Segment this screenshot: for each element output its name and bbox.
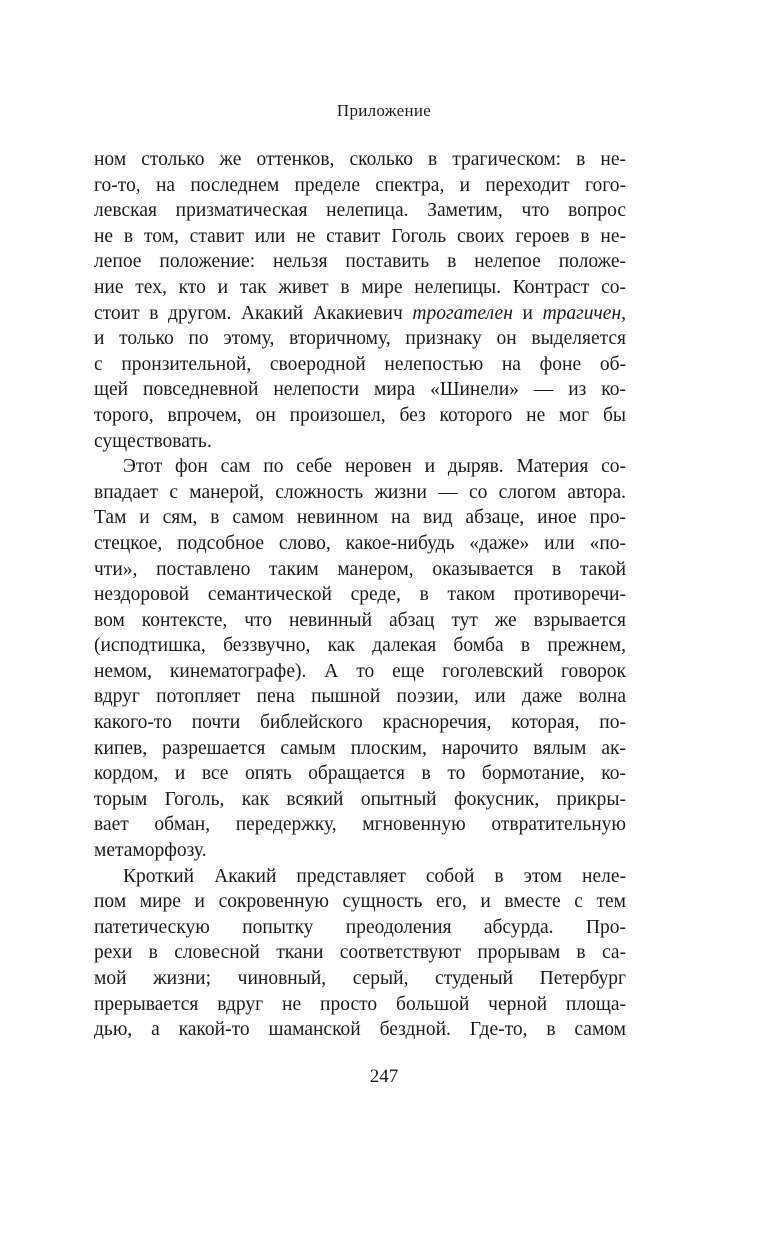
text-run: , (621, 302, 627, 324)
paragraph-2 (94, 454, 626, 864)
text-line: (исподтишка, беззвучно, как далекая бомба в прежнем, (94, 635, 626, 657)
text-line: кипев, разрешается самым плоским, нарочито вялым ак- (94, 737, 626, 759)
text-line: чти», поставлено таким манером, оказывается в такой (94, 558, 626, 580)
text-line: метаморфозу. (94, 840, 207, 862)
text-line: стецкое, подсобное слово, какое-нибудь «даже» или «по- (94, 532, 626, 554)
text-line: торого, впрочем, он произошел, без которого не мог бы (94, 404, 626, 426)
text-line: немом, кинематографе). А то еще гоголевский говорок (94, 660, 626, 682)
text-line: кордом, и все опять обращается в то бормотание, ко- (94, 763, 626, 785)
text-line: торым Гоголь, как всякий опытный фокусник, прикры- (94, 788, 626, 810)
text-run: стоит в другом. Акакий Акакиевич (94, 302, 413, 324)
text-line: щей повседневной нелепости мира «Шинели» — из ко- (94, 379, 626, 401)
text-line: прерывается вдруг не просто большой черной площа- (94, 993, 626, 1015)
running-header: Приложение (336, 101, 432, 120)
text-line: ние тех, кто и так живет в мире нелепицы. Контраст со- (94, 276, 626, 298)
text-line: вает обман, передержку, мгновенную отвратительную (94, 814, 626, 836)
text-line: существовать. (94, 430, 212, 452)
paragraph-1 (94, 147, 626, 454)
text-line: мой жизни; чиновный, серый, студеный Петербург (94, 968, 626, 989)
page-number: 247 (369, 1066, 399, 1087)
text-line: с пронзительной, своеродной нелепостью на фоне об- (94, 353, 626, 375)
text-line: впадает с манерой, сложность жизни — со слогом автора. (94, 481, 626, 503)
text-line: пом мире и сокровенную сущность его, и вместе с тем (94, 891, 626, 913)
text-line: ном столько же оттенков, сколько в трагическом: в не- (94, 149, 626, 170)
italic-word: трагичен (542, 302, 622, 324)
text-run: и (512, 302, 543, 324)
text-line: левская призматическая нелепица. Заметим, что вопрос (94, 200, 626, 222)
text-line: дью, а какой-то шаманской бездной. Где-то, в самом (94, 1019, 626, 1041)
text-line: Этот фон сам по себе неровен и дыряв. Материя со- (123, 456, 626, 478)
text-line: какого-то почти библейского красноречия, которая, по- (94, 712, 626, 734)
text-line: рехи в словесной ткани соответствуют прорывам в са- (94, 942, 626, 964)
text-line: Там и сям, в самом невинном на вид абзаце, иное про- (94, 507, 626, 529)
text-line: лепое положение: нельзя поставить в нелепое положе- (94, 251, 626, 273)
text-line: Кроткий Акакий представляет собой в этом неле- (123, 865, 626, 887)
italic-word: трогателен (412, 302, 513, 324)
text-line: го-то, на последнем пределе спектра, и переходит гого- (94, 174, 626, 196)
text-line: вдруг потопляет пена пышной поэзии, или даже волна (94, 686, 626, 708)
text-line: вом контексте, что невинный абзац тут же взрывается (94, 609, 626, 631)
text-line-emphasis (94, 301, 626, 327)
text-line: и только по этому, вторичному, признаку он выделяется (94, 328, 626, 350)
text-line: нездоровой семантической среде, в таком противоречи- (94, 584, 626, 606)
body-text (94, 147, 626, 1043)
paragraph-3 (94, 864, 626, 1043)
text-line: патетическую попытку преодоления абсурда. Про- (94, 916, 626, 938)
text-line: не в том, ставит или не ставит Гоголь своих героев в не- (94, 225, 626, 247)
